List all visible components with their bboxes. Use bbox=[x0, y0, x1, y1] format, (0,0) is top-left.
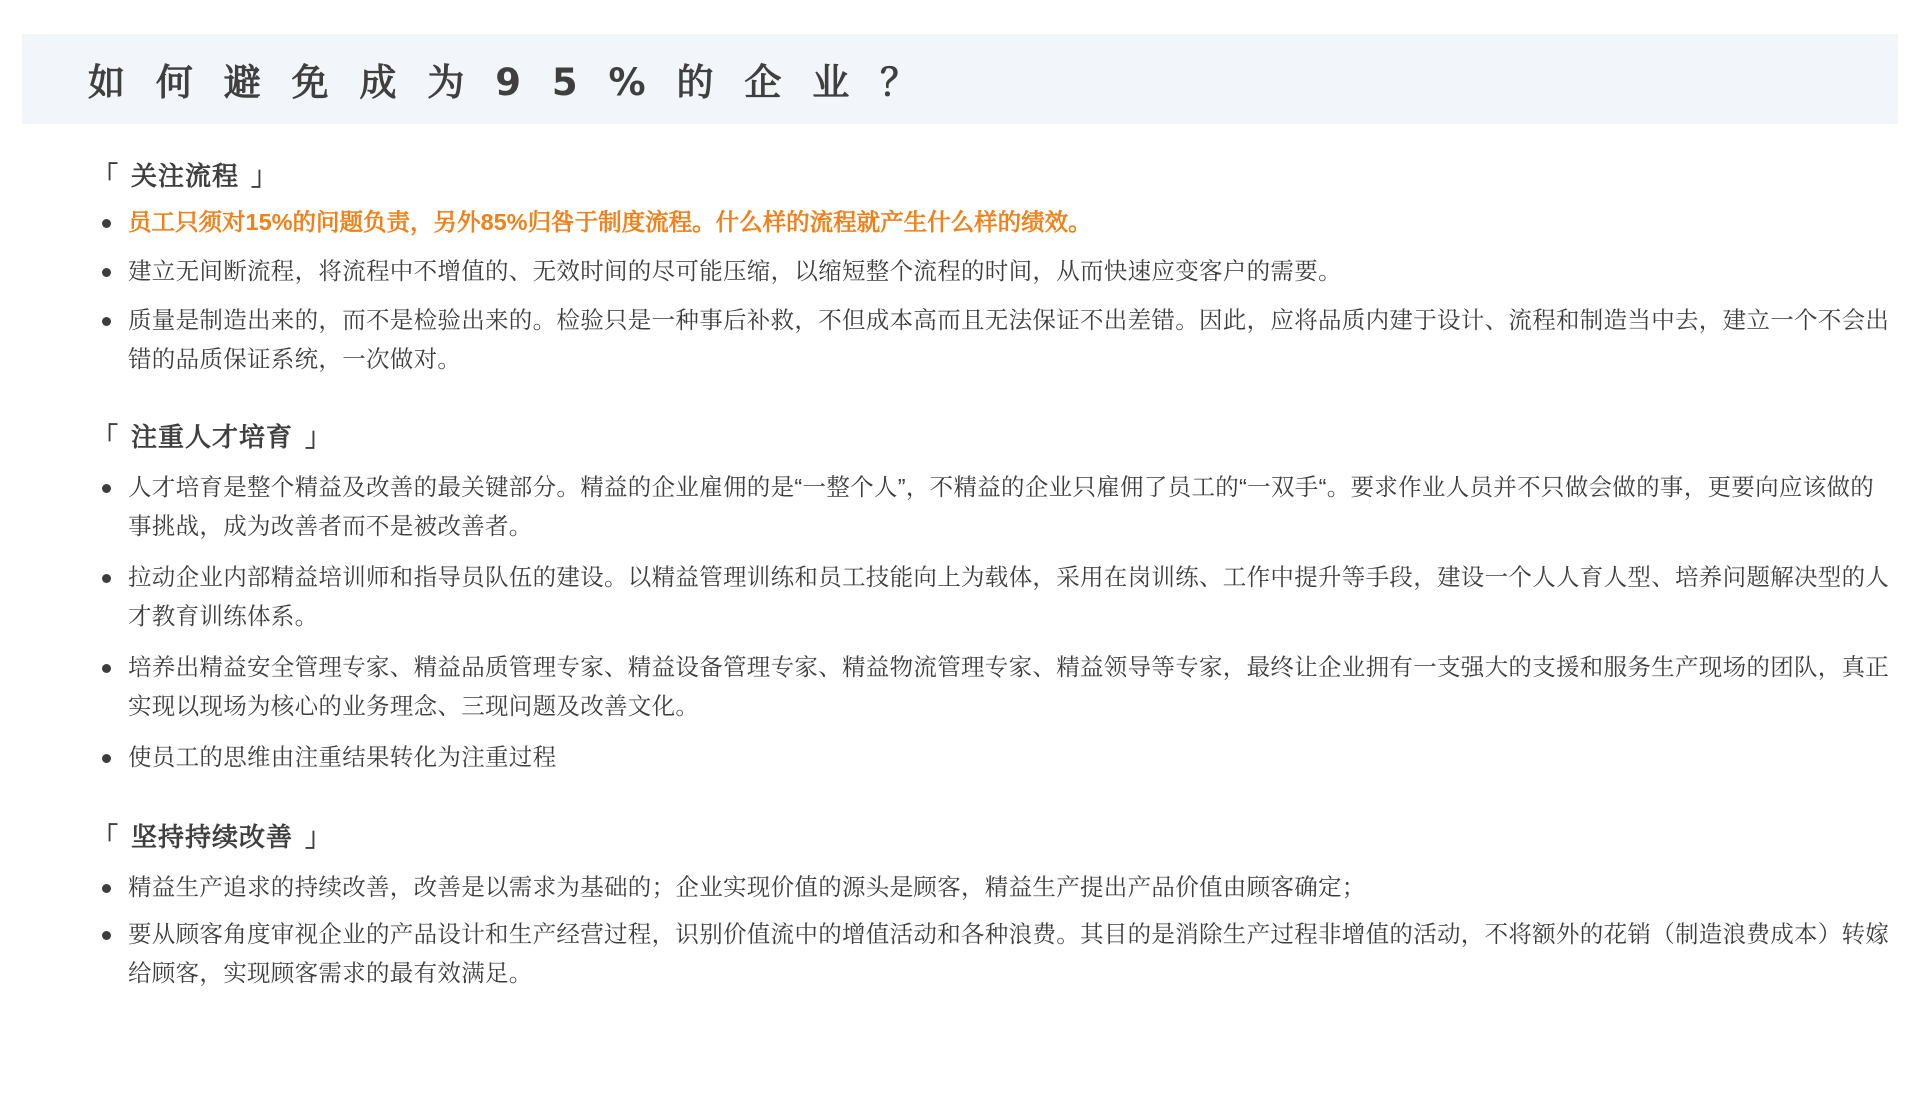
heading-close-bracket: 」 bbox=[305, 423, 333, 453]
title-banner bbox=[22, 34, 1898, 124]
section-jianchi-chixu-gaishan bbox=[26, 817, 1894, 993]
heading-text: 关注流程 bbox=[131, 162, 240, 192]
heading-open-bracket: 「 bbox=[92, 823, 120, 853]
list-item: 建立无间断流程，将流程中不增值的、无效时间的尽可能压缩，以缩短整个流程的时间，从而快速应变客户的需要。 bbox=[92, 252, 1894, 291]
section-heading bbox=[92, 417, 1894, 454]
list-item: 员工只须对15%的问题负责，另外85%归咎于制度流程。什么样的流程就产生什么样的绩效。 bbox=[92, 203, 1894, 242]
heading-open-bracket: 「 bbox=[92, 162, 120, 192]
heading-close-bracket: 」 bbox=[251, 162, 279, 192]
document-page bbox=[0, 34, 1920, 1114]
list-item: 培养出精益安全管理专家、精益品质管理专家、精益设备管理专家、精益物流管理专家、精益领导等专家，最终让企业拥有一支强大的支援和服务生产现场的团队，真正实现以现场为核心的业务理念、三现问题及改善文化。 bbox=[92, 648, 1894, 726]
list-item: 要从顾客角度审视企业的产品设计和生产经营过程，识别价值流中的增值活动和各种浪费。其目的是消除生产过程非增值的活动，不将额外的花销（制造浪费成本）转嫁给顾客，实现顾客需求的最有效满足。 bbox=[92, 915, 1894, 993]
list-item: 质量是制造出来的，而不是检验出来的。检验只是一种事后补救，不但成本高而且无法保证不出差错。因此，应将品质内建于设计、流程和制造当中去，建立一个不会出错的品质保证系统，一次做对。 bbox=[92, 301, 1894, 379]
page-title: 如 何 避 免 成 为 9 5 % 的 企 业 ？ bbox=[88, 61, 927, 104]
list-item: 使员工的思维由注重结果转化为注重过程 bbox=[92, 738, 1894, 777]
heading-text: 注重人才培育 bbox=[131, 423, 294, 453]
list-item: 拉动企业内部精益培训师和指导员队伍的建设。以精益管理训练和员工技能向上为载体，采用在岗训练、工作中提升等手段，建设一个人人育人型、培养问题解决型的人才教育训练体系。 bbox=[92, 558, 1894, 636]
bullet-list bbox=[26, 203, 1894, 379]
list-item: 人才培育是整个精益及改善的最关键部分。精益的企业雇佣的是“一整个人”，不精益的企业只雇佣了员工的“一双手“。要求作业人员并不只做会做的事，更要向应该做的事挑战，成为改善者而不是被改善者。 bbox=[92, 468, 1894, 546]
section-guanzhu-liucheng bbox=[26, 156, 1894, 379]
heading-open-bracket: 「 bbox=[92, 423, 120, 453]
bullet-list bbox=[26, 868, 1894, 993]
section-zhuzhong-rencai-peiyu bbox=[26, 417, 1894, 777]
section-heading bbox=[92, 156, 1894, 193]
section-heading bbox=[92, 817, 1894, 854]
list-item: 精益生产追求的持续改善，改善是以需求为基础的；企业实现价值的源头是顾客，精益生产提出产品价值由顾客确定； bbox=[92, 868, 1894, 907]
heading-text: 坚持持续改善 bbox=[131, 823, 294, 853]
heading-close-bracket: 」 bbox=[305, 823, 333, 853]
bullet-list bbox=[26, 468, 1894, 777]
